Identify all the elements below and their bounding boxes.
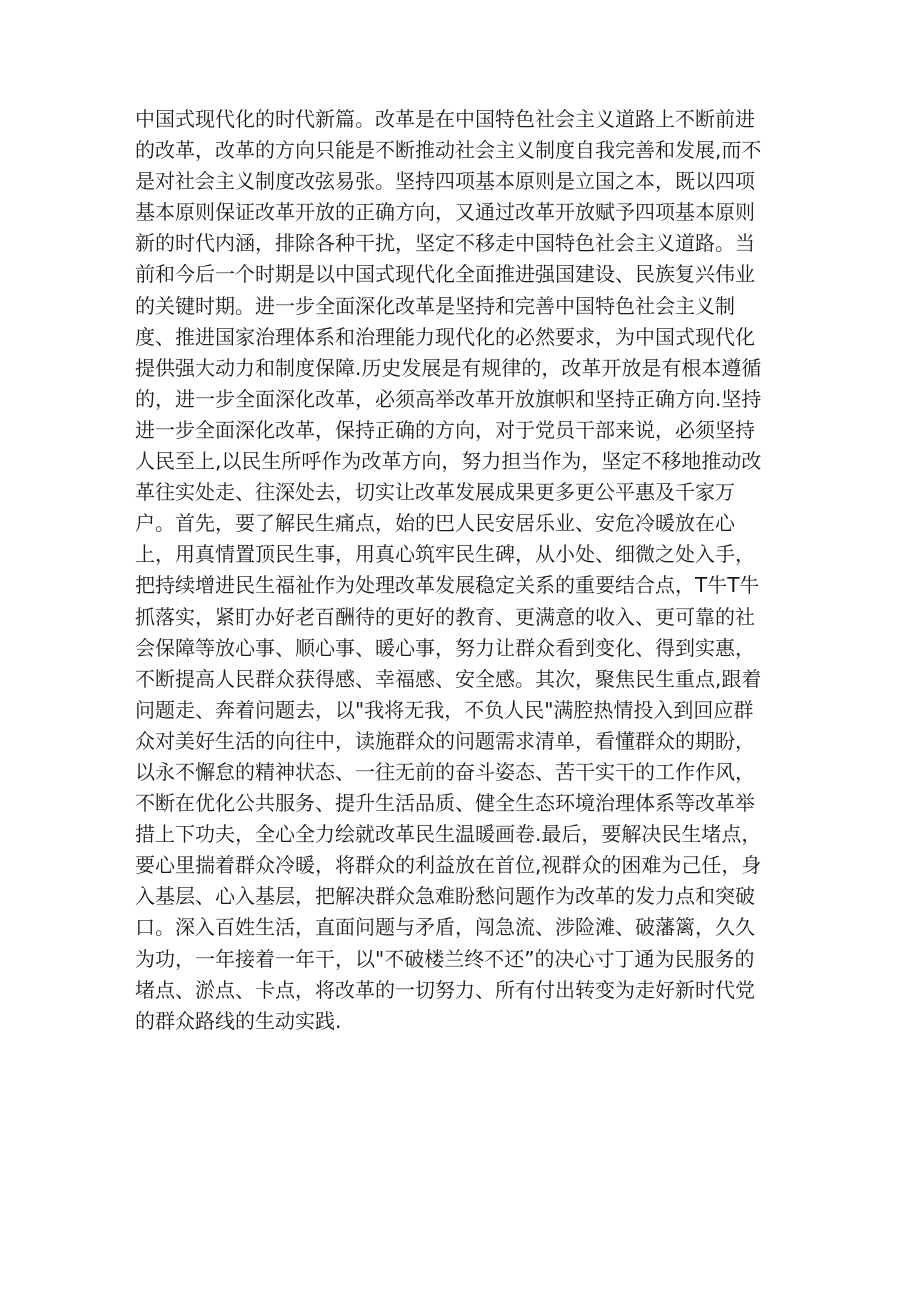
- text-line: 基本原则保证改革开放的正确方向，又通过改革开放赋予四项基本原则: [135, 200, 755, 225]
- text-line: 提供强大动力和制度保障.历史发展是有规律的，改革开放是有根本遵循: [135, 355, 762, 380]
- text-line: 户。首先，要了解民生痛点，始的巴人民安居乐业、安危冷暖放在心: [135, 511, 735, 536]
- text-line: 会保障等放心事、顺心事、暖心事，努力让群众看到变化、得到实惠，: [135, 635, 755, 660]
- text-line: 问题走、奔着问题去，以"我将无我，不负人民"满腔热情投入到回应群: [135, 697, 754, 722]
- text-line: 进一步全面深化改革，保持正确的方向，对于党员干部来说，必须坚持: [135, 417, 755, 442]
- text-line: 前和今后一个时期是以中国式现代化全面推进强国建设、民族复兴伟业: [135, 262, 755, 287]
- text-line: 以永不懈怠的精神状态、一往无前的奋斗姿态、苦干实干的工作作风，: [135, 759, 755, 784]
- text-line: 为功，一年接着一年干，以"不破楼兰终不还”的决心寸丁通为民服务的: [135, 946, 755, 971]
- text-line: 的关键时期。进一步全面深化改革是坚持和完善中国特色社会主义制: [135, 293, 735, 318]
- text-line: 的群众路线的生动实践.: [135, 1008, 342, 1033]
- text-line: 的改革，改革的方向只能是不断推动社会主义制度自我完善和发展,而不: [135, 138, 762, 163]
- text-line: 上，用真情置顶民生事，用真心筑牢民生碑，从小处、细微之处入手，: [135, 542, 755, 567]
- text-line: 不断在优化公共服务、提升生活品质、健全生态环境治理体系等改革举: [135, 791, 755, 816]
- text-line: 众对美好生活的向往中，读施群众的问题需求清单，看懂群众的期盼，: [135, 728, 755, 753]
- text-line: 口。深入百姓生活，直面问题与矛盾，闯急流、涉险滩、破藩篱，久久: [135, 915, 755, 940]
- text-line: 人民至上,以民生所呼作为改革方向，努力担当作为，坚定不移地推动改: [135, 449, 762, 474]
- text-line: 不断提高人民群众获得感、幸福感、安全感。其次，聚焦民生重点,跟着: [135, 666, 762, 691]
- text-line: 是对社会主义制度改弦易张。坚持四项基本原则是立国之本，既以四项: [135, 169, 755, 194]
- text-line: 度、推进国家治理体系和治理能力现代化的必然要求，为中国式现代化: [135, 324, 755, 349]
- text-line: 新的时代内涵，排除各种干扰，坚定不移走中国特色社会主义道路。当: [135, 231, 755, 256]
- text-line: 要心里揣着群众冷暖，将群众的利益放在首位,视群众的困难为己任，身: [135, 853, 762, 878]
- text-line: 入基层、心入基层，把解决群众急难盼愁问题作为改革的发力点和突破: [135, 884, 755, 909]
- text-line: 抓落实，紧盯办好老百酬待的更好的教育、更满意的收入、更可靠的社: [135, 604, 755, 629]
- text-line: 措上下功夫，全心全力绘就改革民生温暖画卷.最后，要解决民生堵点，: [135, 822, 762, 847]
- text-line: 堵点、淤点、卡点，将改革的一切努力、所有付出转变为走好新时代党: [135, 977, 755, 1002]
- text-line: 革往实处走、往深处去，切实让改革发展成果更多更公平惠及千家万: [135, 480, 735, 505]
- body-paragraph: [135, 104, 775, 1037]
- text-line: 中国式现代化的时代新篇。改革是在中国特色社会主义道路上不断前进: [135, 107, 755, 131]
- text-line: 把持续增进民生福祉作为处理改革发展稳定关系的重要结合点，T牛T牛: [135, 573, 760, 598]
- text-line: 的，进一步全面深化改革，必须高举改革开放旗帜和坚持正确方向.坚持: [135, 386, 762, 411]
